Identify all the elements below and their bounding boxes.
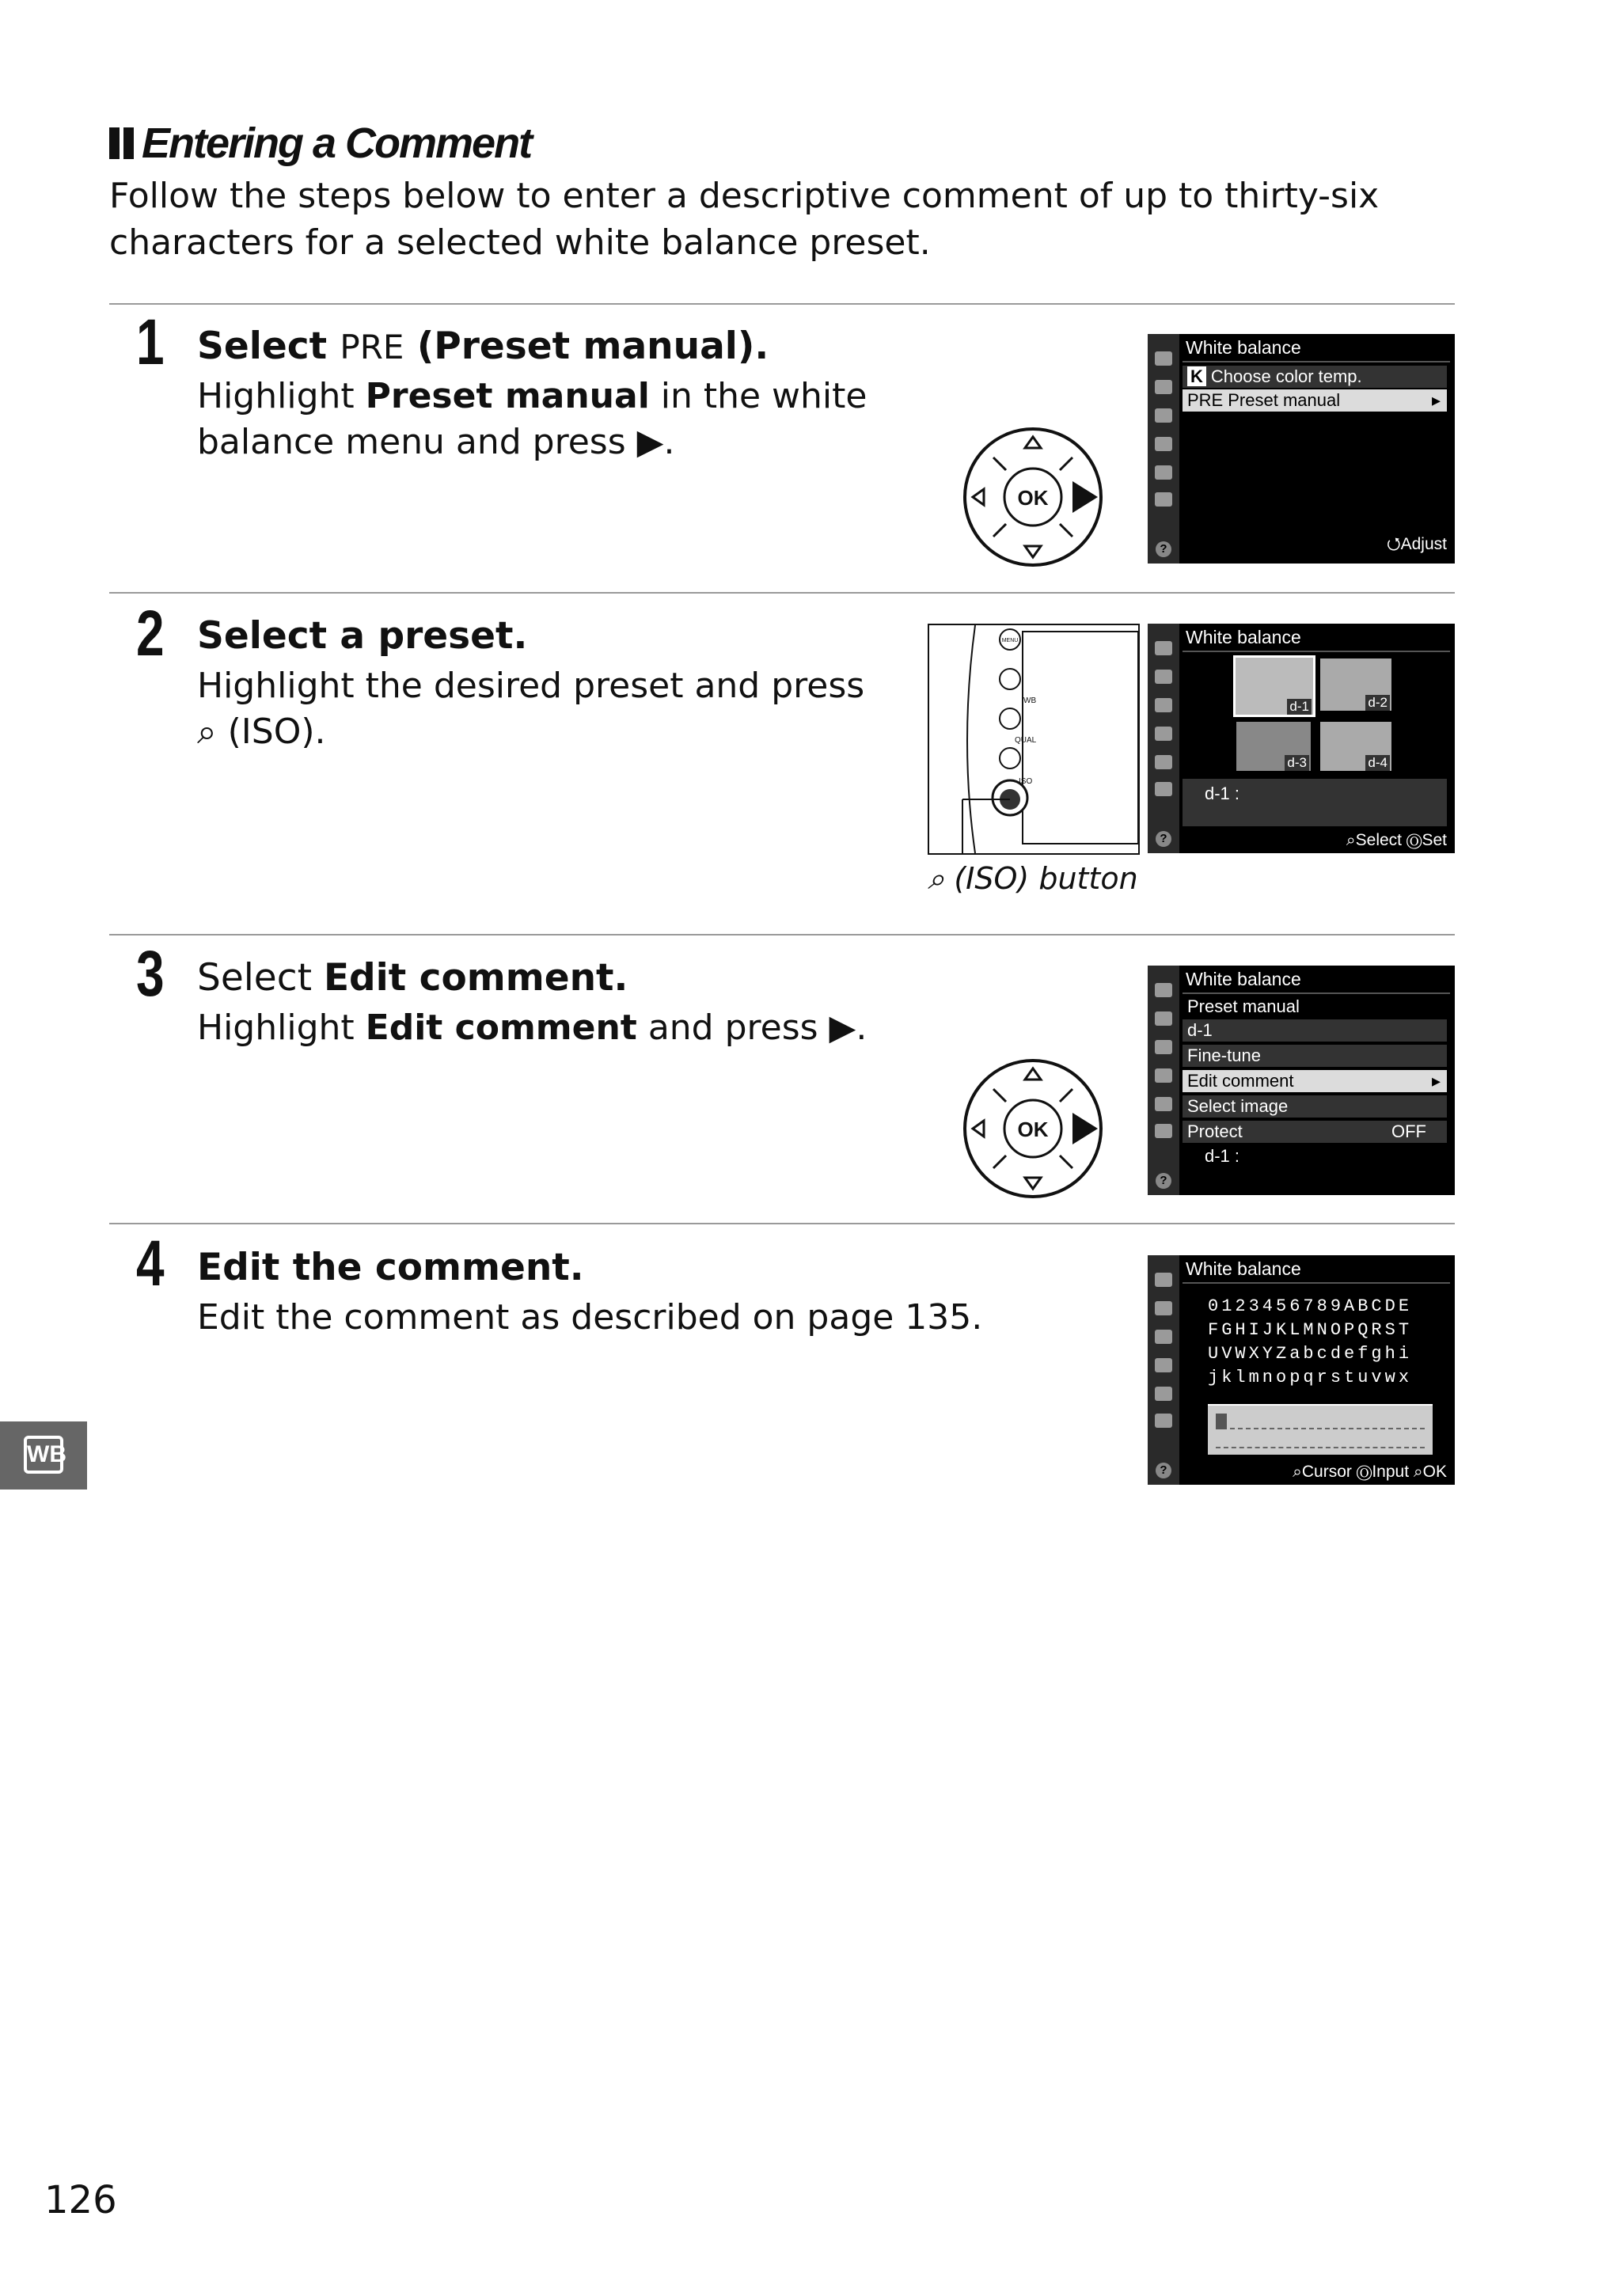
divider [109,303,1455,305]
comment-field: d-1 : [1183,779,1447,826]
preset-thumbnail: d-2 [1320,658,1391,711]
camera-back-illustration [928,624,1140,855]
screen-hint: ⭯Adjust [1386,535,1447,553]
divider [109,934,1455,935]
wb-label: WB [1023,696,1037,705]
divider [109,1223,1455,1224]
page-number: 126 [44,2178,117,2222]
divider [109,592,1455,594]
step-title: Select a preset. [197,614,528,658]
menu-row: Protect OFF [1183,1121,1447,1143]
intro-paragraph: Follow the steps below to enter a descriptive comment of up to thirty-six characters for a selected white balance preset. [109,176,1380,263]
step-text: Highlight the desired preset and press ⌕ (ISO). [197,666,865,752]
keyboard-grid: 0123456789ABCDE FGHIJKLMNOPQRST UVWXYZabcdefghi jklmnopqrstuvwx [1208,1296,1413,1387]
chapter-tab [0,1421,87,1490]
screen-title: White balance [1186,627,1301,647]
preset-thumbnail: d-4 [1320,722,1391,771]
step-text: Highlight Edit comment and press ▶. [197,1008,867,1048]
step-number: 2 [136,598,165,670]
step-number: 4 [136,1228,165,1300]
help-icon: ? [1156,541,1171,557]
menu-row-selected: PRE Preset manual ▸ [1183,389,1447,412]
screen-title: White balance [1186,1258,1301,1279]
comment-text: d-1 : [1205,1146,1240,1166]
heading-marker-icon [109,127,134,159]
iso-button-caption: ⌕ (ISO) button [928,861,1138,896]
screen-title: White balance [1186,337,1301,358]
ok-label: OK [1017,1118,1049,1141]
help-icon: ? [1156,1463,1171,1478]
wb-tab-icon: WB [24,1436,63,1474]
camera-screen [1148,966,1455,1195]
preset-thumbnail: d-3 [1236,722,1311,771]
comment-input-area [1208,1404,1433,1455]
menu-row: Preset manual [1183,996,1447,1018]
camera-screen [1148,1255,1455,1485]
multi-selector-right-icon [962,426,1104,568]
section-heading-text: Entering a Comment [142,120,532,167]
help-icon: ? [1156,1173,1171,1189]
step-text: Highlight Preset manual in the white balance menu and press ▶. [197,376,867,462]
section-heading [109,119,531,168]
ok-label: OK [1017,486,1049,510]
step-number: 3 [136,938,165,1010]
menu-row: Select image [1183,1095,1447,1118]
iso-label: ISO [1019,777,1033,786]
camera-screen [1148,334,1455,564]
step-title: Select PRE (Preset manual). [197,324,769,368]
qual-label: QUAL [1015,736,1037,745]
menu-row: Fine-tune [1183,1045,1447,1067]
help-icon: ? [1156,831,1171,847]
menu-row-selected: Edit comment ▸ [1183,1070,1447,1092]
menu-row: d-1 [1183,1019,1447,1042]
multi-selector-right-icon [962,1057,1104,1200]
menu-label: MENU [1001,638,1019,643]
step-title: Select Edit comment. [197,956,628,1000]
step-text: Edit the comment as described on page 135. [197,1297,983,1338]
screen-hint: ⌕Cursor ⓄInput ⌕OK [1293,1463,1447,1481]
preset-thumbnail: d-1 [1233,655,1315,717]
step-number: 1 [136,306,165,378]
camera-screen [1148,624,1455,853]
menu-row: K Choose color temp. [1183,366,1447,388]
step-title: Edit the comment. [197,1246,584,1289]
screen-hint: ⌕Select ⓄSet [1346,831,1447,849]
screen-title: White balance [1186,969,1301,989]
menu-tabs [1148,334,1179,564]
